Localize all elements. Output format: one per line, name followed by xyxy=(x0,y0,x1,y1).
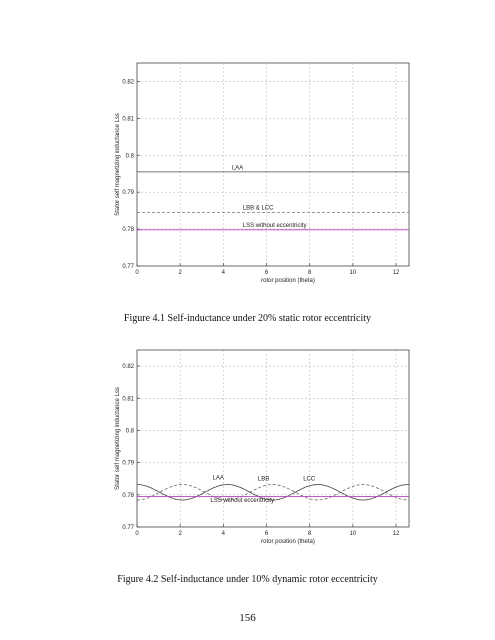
y-tick-label: 0.81 xyxy=(122,396,134,403)
y-tick-label: 0.82 xyxy=(122,364,134,371)
chart-figure-4-1 xyxy=(0,0,495,300)
x-tick-label: 6 xyxy=(264,270,269,276)
y-tick-label: 0.81 xyxy=(122,116,134,123)
x-tick-label: 0 xyxy=(135,270,139,276)
chart-figure-4-2 xyxy=(0,340,495,555)
x-axis-label: rotor position (theta) xyxy=(261,539,315,545)
figure-4-1 xyxy=(0,0,495,300)
x-tick-label: 6 xyxy=(264,531,269,537)
figure-caption: Figure 4.1 Self-inductance under 20% static rotor eccentricity xyxy=(123,313,372,324)
x-tick-label: 2 xyxy=(178,270,182,276)
figure-caption: Figure 4.2 Self-inductance under 10% dynamic rotor eccentricity xyxy=(117,574,378,585)
x-tick-label: 8 xyxy=(308,531,312,537)
x-tick-label: 12 xyxy=(392,531,400,537)
y-tick-label: 0.82 xyxy=(122,79,134,86)
y-tick-label: 0.77 xyxy=(122,264,134,270)
page-number: 156 xyxy=(239,612,256,624)
y-tick-label: 0.79 xyxy=(122,460,134,467)
figure-4-2 xyxy=(0,340,495,555)
x-tick-label: 4 xyxy=(221,531,226,537)
x-tick-label: 8 xyxy=(308,270,312,276)
x-tick-label: 4 xyxy=(221,270,226,276)
y-tick-label: 0.8 xyxy=(125,153,134,160)
x-tick-label: 10 xyxy=(349,531,357,537)
y-axis-label: Stator self magnetizing inductance Lss xyxy=(115,113,121,216)
annotation-label: LCC xyxy=(303,476,316,483)
annotation-label: LBB & LCC xyxy=(242,205,274,212)
x-tick-label: 0 xyxy=(135,531,139,537)
x-tick-label: 10 xyxy=(349,270,357,276)
y-tick-label: 0.79 xyxy=(122,190,134,197)
x-tick-label: 12 xyxy=(392,270,400,276)
y-tick-label: 0.78 xyxy=(122,227,134,234)
plot-area xyxy=(137,63,409,266)
annotation-label: LSS without eccentricity xyxy=(210,497,275,504)
annotation-label: LSS without eccentricity xyxy=(242,222,307,229)
y-tick-label: 0.77 xyxy=(122,525,134,531)
y-tick-label: 0.8 xyxy=(125,428,134,435)
y-tick-label: 0.78 xyxy=(122,492,134,499)
annotation-label: LBB xyxy=(257,476,270,483)
y-axis-label: Stator self magnetizing inductance Lss xyxy=(115,387,121,490)
x-tick-label: 2 xyxy=(178,531,182,537)
x-axis-label: rotor position (theta) xyxy=(261,278,315,284)
annotation-label: LAA xyxy=(212,475,224,482)
annotation-label: LAA xyxy=(231,165,244,172)
